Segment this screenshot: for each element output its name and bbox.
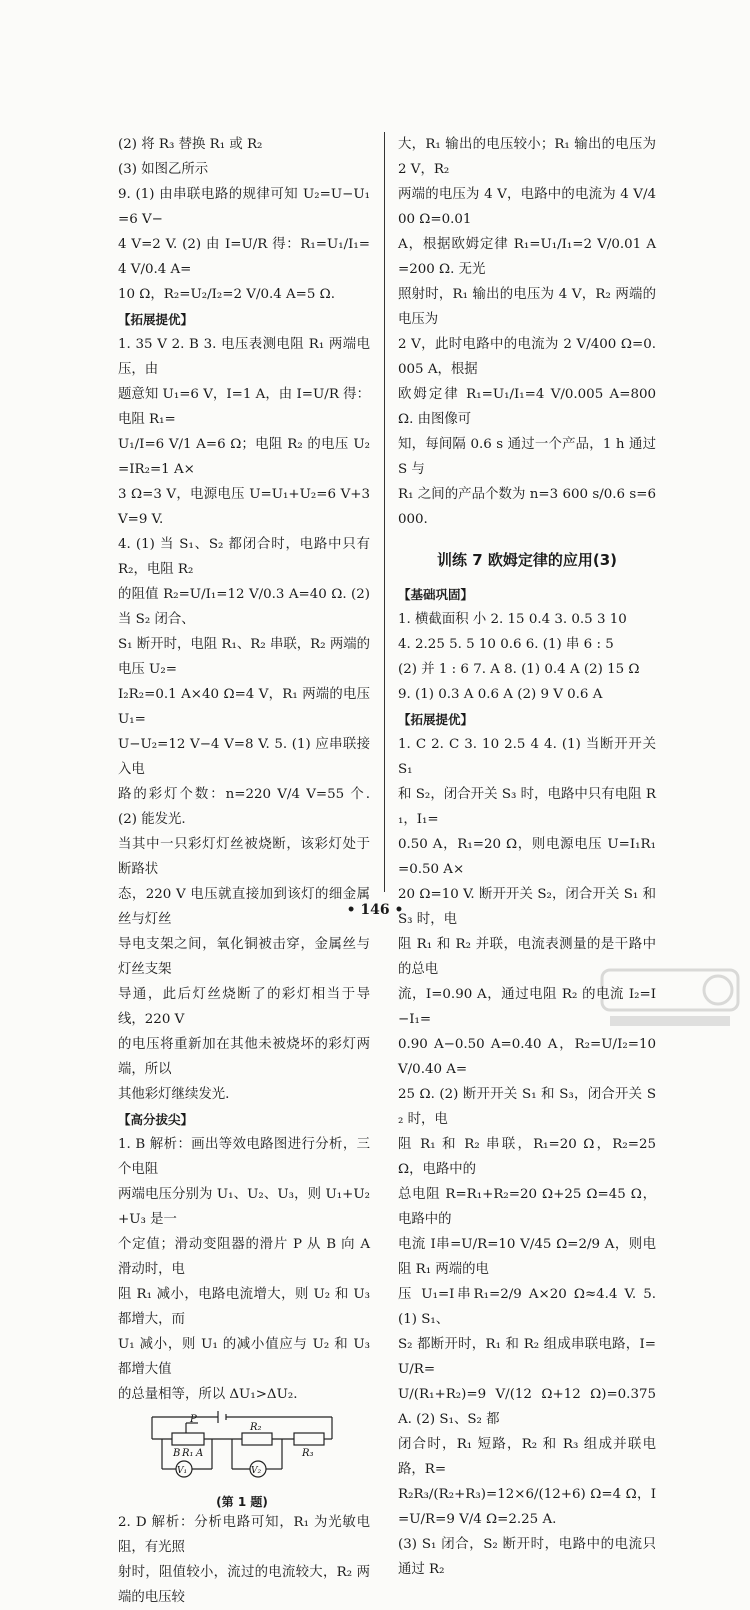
text-line: 路的彩灯个数：n=220 V/4 V=55 个. (2) 能发光. [118,787,370,827]
text-line: 3 Ω=3 V，电源电压 U=U₁+U₂=6 V+3 V=9 V. [118,487,370,527]
text-line: U₁/I=6 V/1 A=6 Ω；电阻 R₂ 的电压 U₂=IR₂=1 A× [118,437,370,477]
text-line: 20 Ω=10 V. 断开开关 S₂，闭合开关 S₁ 和 S₃ 时，电 [398,887,656,927]
text-line: 大，R₁ 输出的电压较小；R₁ 输出的电压为 2 V，R₂ [398,137,656,177]
text-line: 阻 R₁ 和 R₂ 串联，R₁=20 Ω，R₂=25 Ω，电路中的 [398,1137,656,1177]
text-line: U₁ 减小，则 U₁ 的减小值应与 U₂ 和 U₃ 都增大值 [118,1337,370,1377]
text-line: (3) 如图乙所示 [118,162,209,177]
text-line: 当其中一只彩灯灯丝被烧断，该彩灯处于断路状 [118,837,370,877]
text-line: 0.50 A，R₁=20 Ω，则电源电压 U=I₁R₁=0.50 A× [398,837,656,877]
text-line: I₂R₂=0.1 A×40 Ω=4 V，R₁ 两端的电压 U₁= [118,687,370,727]
text-line: 1. 横截面积 小 2. 15 0.4 3. 0.5 3 10 [398,612,627,627]
text-line: 阻 R₁ 减小，电路电流增大，则 U₂ 和 U₃ 都增大，而 [118,1287,370,1327]
watermark-logo [600,968,740,1030]
text-line: R₂R₃/(R₂+R₃)=12×6/(12+6) Ω=4 Ω，I=U/R=9 V/4 Ω=2.25 A. [398,1487,656,1527]
label-p: P [190,1414,197,1425]
text-line: 两端电压分别为 U₁、U₂、U₃，则 U₁+U₂+U₃ 是一 [118,1187,370,1227]
text-line: S₂ 都断开时，R₁ 和 R₂ 组成串联电路，I=U/R= [398,1337,656,1377]
text-line: 4 V=2 V. (2) 由 I=U/R 得：R₁=U₁/I₁=4 V/0.4 A= [118,237,370,277]
text-line: 0.90 A−0.50 A=0.40 A，R₂=U/I₂=10 V/0.40 A= [398,1037,656,1077]
text-line: 压 U₁=I串R₁=2/9 A×20 Ω≈4.4 V. 5. (1) S₁、 [398,1287,656,1327]
text-line: 个定值；滑动变阻器的滑片 P 从 B 向 A 滑动时，电 [118,1237,370,1277]
text-line: 10 Ω，R₂=U₂/I₂=2 V/0.4 A=5 Ω. [118,287,336,302]
text-line: (2) 并 1 : 6 7. A 8. (1) 0.4 A (2) 15 Ω [398,662,640,677]
text-line: (2) 将 R₃ 替换 R₁ 或 R₂ [118,137,263,152]
text-line: 4. (1) 当 S₁、S₂ 都闭合时，电路中只有 R₂，电阻 R₂ [118,537,370,577]
circuit-diagram [142,1411,342,1487]
text-line: 其他彩灯继续发光. [118,1087,230,1102]
text-line: 射时，阻值较小，流过的电流较大，R₂ 两端的电压较 [118,1565,370,1605]
text-line: 2. D 解析：分析电路可知，R₁ 为光敏电阻，有光照 [118,1515,370,1555]
label-b: B [173,1448,181,1459]
text-line: 1. 35 V 2. B 3. 电压表测电阻 R₁ 两端电压，由 [118,337,370,377]
text-line: 的阻值 R₂=U/I₁=12 V/0.3 A=40 Ω. (2) 当 S₂ 闭合、 [118,587,370,627]
text-line: (3) S₁ 闭合，S₂ 断开时，电路中的电流只通过 R₂ [398,1537,656,1577]
text-line: 题意知 U₁=6 V，I=1 A，由 I=U/R 得：电阻 R₁= [118,387,370,427]
text-line: 的电压将重新加在其他未被烧坏的彩灯两端，所以 [118,1037,370,1077]
text-line: 1. B 解析：画出等效电路图进行分析，三个电阻 [118,1137,370,1177]
page-number: • 146 • [346,902,404,918]
text-line: 流，I=0.90 A，通过电阻 R₂ 的电流 I₂=I−I₁= [398,987,656,1027]
text-line: 导电支架之间，氧化铜被击穿，金属丝与灯丝支架 [118,937,370,977]
text-line: S₁ 断开时，电阻 R₁、R₂ 串联，R₂ 两端的电压 U₂= [118,637,370,677]
label-r2: R₂ [250,1422,262,1433]
circuit-figure [142,1411,342,1510]
label-r1: R₁ [182,1448,194,1459]
section-heading: 【拓展提优】 [118,312,194,327]
figure-caption: (第 1 题) [216,1495,268,1509]
text-line: U/(R₁+R₂)=9 V/(12 Ω+12 Ω)=0.375 A. (2) S₁、S₂ 都 [398,1387,656,1427]
text-line: 4. 2.25 5. 5 10 0.6 6. (1) 串 6 : 5 [398,637,614,652]
text-line: 25 Ω. (2) 断开开关 S₁ 和 S₃，闭合开关 S₂ 时，电 [398,1087,656,1127]
section-heading: 【拓展提优】 [398,712,474,727]
text-line: A，根据欧姆定律 R₁=U₁/I₁=2 V/0.01 A=200 Ω. 无光 [398,237,656,277]
text-line: 阻 R₁ 和 R₂ 并联，电流表测量的是干路中的总电 [398,937,656,977]
text-line: 和 S₂，闭合开关 S₃ 时，电路中只有电阻 R₁，I₁= [398,787,656,827]
text-line: 2 V，此时电路中的电流为 2 V/400 Ω=0.005 A，根据 [398,337,656,377]
text-line: 电流 I串=U/R=10 V/45 Ω=2/9 A，则电阻 R₁ 两端的电 [398,1237,656,1277]
text-line: U−U₂=12 V−4 V=8 V. 5. (1) 应串联接入电 [118,737,370,777]
text-line: 照射时，R₁ 输出的电压为 4 V，R₂ 两端的电压为 [398,287,656,327]
label-v2: V₂ [251,1466,262,1476]
text-line: 两端的电压为 4 V，电路中的电流为 4 V/400 Ω=0.01 [398,187,656,227]
section-heading: 【高分拔尖】 [118,1112,194,1127]
column-divider [384,132,385,892]
text-line: 知，每间隔 0.6 s 通过一个产品，1 h 通过 S 与 [398,437,656,477]
text-line: 欧姆定律 R₁=U₁/I₁=4 V/0.005 A=800 Ω. 由图像可 [398,387,656,427]
text-line: 导通，此后灯丝烧断了的彩灯相当于导线，220 V [118,987,370,1027]
text-line: 9. (1) 0.3 A 0.6 A (2) 9 V 0.6 A [398,687,603,702]
left-column [118,132,370,1610]
label-r3: R₃ [302,1448,314,1459]
text-line: 9. (1) 由串联电路的规律可知 U₂=U−U₁=6 V− [118,187,370,227]
text-line: R₁ 之间的产品个数为 n=3 600 s/0.6 s=6 000. [398,487,656,527]
right-column [398,132,656,1582]
text-line: 态，220 V 电压就直接加到该灯的细金属丝与灯丝 [118,887,370,927]
label-v1: V₁ [177,1466,188,1476]
lesson-title: 训练 7 欧姆定律的应用(3) [436,551,618,569]
text-line: 闭合时，R₁ 短路，R₂ 和 R₃ 组成并联电路，R= [398,1437,656,1477]
text-line: 的总量相等，所以 ΔU₁>ΔU₂. [118,1387,298,1402]
section-heading: 【基础巩固】 [398,587,474,602]
text-line: 总电阻 R=R₁+R₂=20 Ω+25 Ω=45 Ω，电路中的 [398,1187,656,1227]
text-line: 1. C 2. C 3. 10 2.5 4 4. (1) 当断开开关 S₁ [398,737,656,777]
label-a: A [196,1448,204,1459]
